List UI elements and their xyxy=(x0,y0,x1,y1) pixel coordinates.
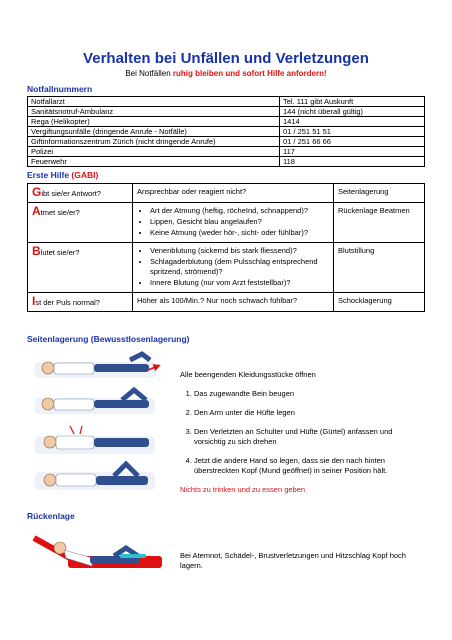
subtitle-emphasis: ruhig bleiben und sofort Hilfe anfordern! xyxy=(172,69,327,78)
gabi-label: (GABI) xyxy=(71,170,99,180)
gabi-letter: B xyxy=(32,244,41,258)
figure-step-2 xyxy=(35,390,155,414)
page-title: Verhalten bei Unfällen und Verletzungen xyxy=(83,50,369,67)
seitenlagerung-warning: Nichts zu trinken und zu essen geben xyxy=(180,485,306,494)
seitenlagerung-steps xyxy=(180,389,400,476)
notfall-name: Sanitätsnotruf-Ambulanz xyxy=(28,107,280,117)
figure-step-1 xyxy=(35,354,158,378)
gabi-question xyxy=(28,293,133,312)
gabi-question-text: st der Puls normal? xyxy=(35,298,100,307)
rueckenlage-illustration xyxy=(30,532,165,577)
notfall-number: 1414 xyxy=(280,117,425,127)
notfall-number: 01 / 251 51 51 xyxy=(280,127,425,137)
gabi-check-list xyxy=(137,246,329,288)
notfall-name: Rega (Helikopter) xyxy=(28,117,280,127)
gabi-row xyxy=(28,203,425,243)
notfall-name: Polizei xyxy=(28,147,280,157)
gabi-row xyxy=(28,243,425,293)
notfall-row xyxy=(28,117,425,127)
gabi-action: Rückenlage Beatmen xyxy=(334,203,425,243)
notfallnummern-heading: Notfallnummern xyxy=(27,84,93,94)
seitenlagerung-step: 4. Jetzt die andere Hand so legen, dass sie den nach hinten überstreckten Kopf (Mund geöffnet) in seiner Position hält. xyxy=(194,456,400,476)
gabi-check-item: • Lippen, Gesicht blau angelaufen? xyxy=(150,217,329,227)
page-subtitle xyxy=(0,69,452,78)
gabi-check xyxy=(133,203,334,243)
seitenlagerung-step: 3. Den Verletzten an Schulter und Hüfte (Gürtel) anfassen und vorsichtig zu sich drehen xyxy=(194,427,400,447)
seitenlagerung-instructions xyxy=(180,370,400,504)
notfall-name: Vergiftungsunfälle (dringende Anrufe - Notfälle) xyxy=(28,127,280,137)
notfall-number: 118 xyxy=(280,157,425,167)
notfall-number: 01 / 251 66 66 xyxy=(280,137,425,147)
gabi-check-item: • Innere Blutung (nur vom Arzt feststellbar)? xyxy=(150,278,329,288)
seitenlagerung-step: 2. Den Arm unter die Hüfte legen xyxy=(194,408,400,418)
gabi-question xyxy=(28,203,133,243)
notfall-row xyxy=(28,157,425,167)
gabi-table xyxy=(27,183,425,312)
notfall-row xyxy=(28,107,425,117)
seitenlagerung-step: 1. Das zugewandte Bein beugen xyxy=(194,389,400,399)
seitenlagerung-intro: Alle beengenden Kleidungsstücke öffnen xyxy=(180,370,316,379)
subtitle-prefix: Bei Notfällen xyxy=(125,69,173,78)
gabi-check-item: • Venenblutung (sickernd bis stark fliessend)? xyxy=(150,246,329,256)
gabi-row xyxy=(28,293,425,312)
gabi-check-item: • Schlagaderblutung (dem Pulsschlag entsprechend spritzend, strömend)? xyxy=(150,257,329,277)
gabi-question-text: tmet sie/er? xyxy=(40,208,80,217)
figure-step-4 xyxy=(35,464,155,490)
notfall-number: Tel. 111 gibt Auskunft xyxy=(280,97,425,107)
notfall-number: 144 (nicht überall gültig) xyxy=(280,107,425,117)
gabi-action: Schocklagerung xyxy=(334,293,425,312)
gabi-question-text: ibt sie/er Antwort? xyxy=(41,189,101,198)
notfall-row xyxy=(28,147,425,157)
gabi-check: Ansprechbar oder reagiert nicht? xyxy=(133,184,334,203)
gabi-check-item: • Keine Atmung (weder hör-, sicht- oder fühlbar)? xyxy=(150,228,329,238)
notfall-name: Feuerwehr xyxy=(28,157,280,167)
rueckenlage-heading: Rückenlage xyxy=(27,511,75,521)
notfall-number: 117 xyxy=(280,147,425,157)
gabi-question-text: lutet sie/er? xyxy=(40,248,80,257)
notfall-row xyxy=(28,97,425,107)
gabi-check xyxy=(133,243,334,293)
gabi-check-item: • Art der Atmung (heftig, röcheInd, schnappend)? xyxy=(150,206,329,216)
gabi-action: Blutstillung xyxy=(334,243,425,293)
gabi-letter: I xyxy=(32,294,36,308)
gabi-check: Höher als 100/Min.? Nur noch schwach fühlbar? xyxy=(133,293,334,312)
gabi-check-list xyxy=(137,206,329,238)
gabi-question xyxy=(28,184,133,203)
notfall-name: Notfallarzt xyxy=(28,97,280,107)
erste-hilfe-label: Erste Hilfe xyxy=(27,170,72,180)
notfall-row xyxy=(28,137,425,147)
gabi-action: Seitenlagerung xyxy=(334,184,425,203)
gabi-letter: A xyxy=(32,204,41,218)
rueckenlage-text: Bei Atemnot, Schädel-, Brustverletzungen und Hitzschlag Kopf hoch lagern. xyxy=(180,551,406,570)
erste-hilfe-heading xyxy=(27,170,98,180)
notfall-name: Giftinformationszentrum Zürich (nicht dringende Anrufe) xyxy=(28,137,280,147)
gabi-letter: G xyxy=(32,185,42,199)
notfallnummern-table xyxy=(27,96,425,167)
figure-step-3 xyxy=(35,426,155,454)
seitenlagerung-illustration xyxy=(30,350,170,500)
gabi-question xyxy=(28,243,133,293)
gabi-row xyxy=(28,184,425,203)
notfall-row xyxy=(28,127,425,137)
seitenlagerung-heading: Seitenlagerung (Bewusstlosenlagerung) xyxy=(27,334,190,344)
